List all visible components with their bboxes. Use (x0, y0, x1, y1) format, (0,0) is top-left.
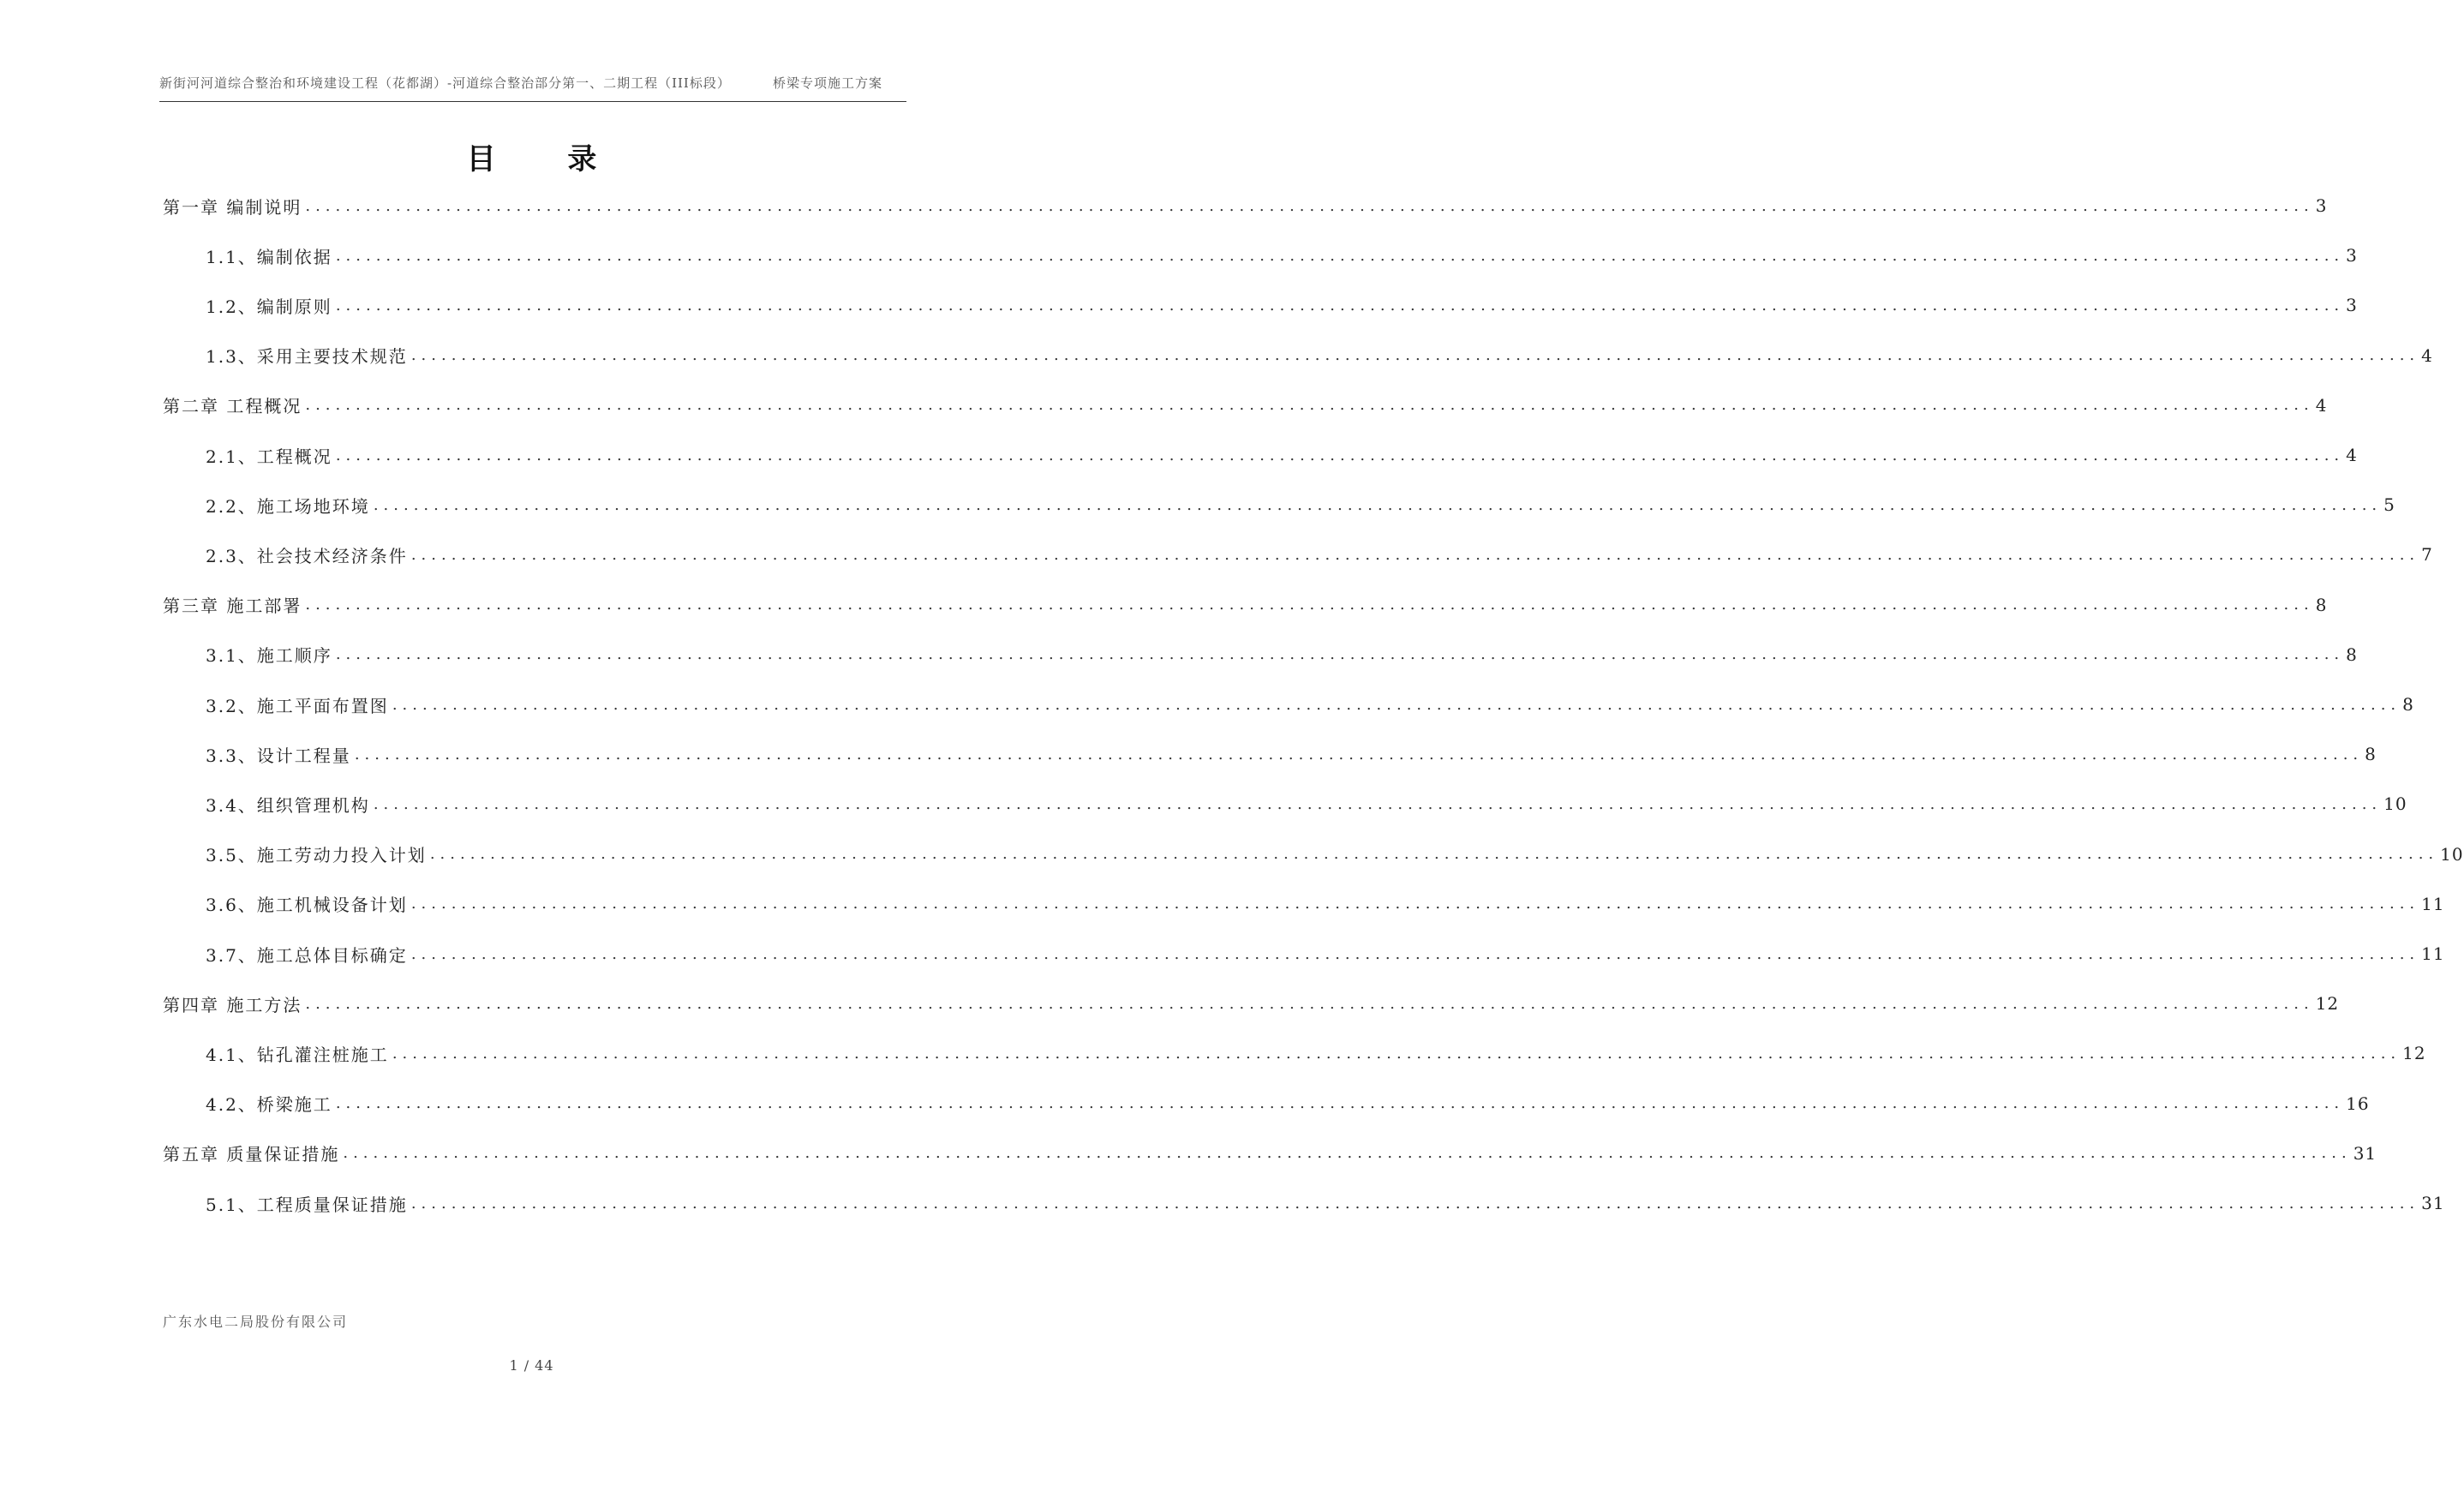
toc-dot-leader: ........................................................................................................................................................................................................ (305, 596, 2314, 614)
toc-entry-label: 1.2、编制原则 (206, 296, 332, 317)
toc-dot-leader: ........................................................................................................................................................................................................ (335, 246, 2345, 265)
toc-section-entry[interactable] (206, 691, 2414, 718)
toc-dot-leader: ........................................................................................................................................................................................................ (305, 196, 2314, 215)
toc-entry-page-number: 8 (2346, 644, 2358, 665)
toc-chapter-entry[interactable] (163, 990, 2340, 1017)
toc-entry-label: 3.4、组织管理机构 (206, 794, 370, 816)
toc-dot-leader: ........................................................................................................................................................................................................ (410, 346, 2420, 365)
toc-dot-leader: ........................................................................................................................................................................................................ (335, 1094, 2345, 1113)
toc-entry-label: 4.1、钻孔灌注桩施工 (206, 1044, 389, 1065)
toc-entry-page-number: 10 (2440, 843, 2464, 865)
toc-entry-page-number: 31 (2421, 1193, 2445, 1213)
toc-dot-leader: ........................................................................................................................................................................................................ (410, 545, 2420, 564)
toc-entry-label: 1.3、采用主要技术规范 (206, 346, 408, 368)
toc-entry-page-number: 4 (2346, 445, 2358, 465)
header-document-title: 桥梁专项施工方案 (772, 75, 882, 91)
toc-entry-page-number: 8 (2402, 694, 2414, 715)
toc-entry-label: 第二章 工程概况 (163, 396, 302, 417)
toc-section-entry[interactable] (206, 890, 2445, 918)
toc-entry-page-number: 11 (2421, 943, 2445, 964)
toc-entry-page-number: 3 (2315, 195, 2328, 216)
toc-section-entry[interactable] (206, 342, 2433, 369)
toc-entry-page-number: 5 (2383, 494, 2395, 516)
toc-chapter-entry[interactable] (163, 192, 2328, 219)
toc-entry-page-number: 31 (2353, 1142, 2377, 1164)
toc-section-entry[interactable] (206, 491, 2395, 518)
toc-dot-leader: ........................................................................................................................................................................................................ (373, 794, 2383, 813)
toc-entry-page-number: 11 (2421, 893, 2445, 914)
toc-dot-leader: ........................................................................................................................................................................................................ (354, 745, 2364, 763)
toc-entry-label: 4.2、桥梁施工 (206, 1094, 332, 1116)
toc-dot-leader: ........................................................................................................................................................................................................ (410, 1194, 2420, 1213)
toc-section-entry[interactable] (206, 441, 2358, 469)
toc-entry-label: 第五章 质量保证措施 (163, 1144, 340, 1165)
toc-entry-label: 2.1、工程概况 (206, 446, 332, 467)
toc-dot-leader: ........................................................................................................................................................................................................ (373, 495, 2383, 514)
toc-section-entry[interactable] (206, 1189, 2445, 1217)
toc-entry-label: 3.6、施工机械设备计划 (206, 895, 408, 916)
page-number: 1 / 44 (509, 1357, 554, 1374)
toc-entry-page-number: 16 (2346, 1093, 2370, 1114)
toc-section-entry[interactable] (206, 940, 2445, 967)
toc-entry-label: 第四章 施工方法 (163, 994, 302, 1015)
toc-entry-page-number: 4 (2421, 344, 2433, 366)
toc-entry-label: 1.1、编制依据 (206, 246, 332, 267)
toc-dot-leader: ........................................................................................................................................................................................................ (335, 645, 2345, 664)
header-project-title: 新街河河道综合整治和环境建设工程（花都湖）-河道综合整治部分第一、二期工程（III标段） (159, 75, 731, 91)
toc-chapter-entry[interactable] (163, 392, 2328, 419)
toc-chapter-entry[interactable] (163, 591, 2328, 619)
toc-section-entry[interactable] (206, 841, 2464, 868)
toc-chapter-entry[interactable] (163, 1140, 2377, 1167)
toc-entry-page-number: 7 (2421, 544, 2433, 566)
toc-section-entry[interactable] (206, 740, 2377, 768)
toc-entry-page-number: 8 (2315, 594, 2328, 615)
toc-dot-leader: ........................................................................................................................................................................................................ (392, 1044, 2401, 1063)
toc-dot-leader: ........................................................................................................................................................................................................ (305, 396, 2314, 415)
toc-entry-label: 3.2、施工平面布置图 (206, 695, 389, 716)
toc-section-entry[interactable] (206, 641, 2358, 668)
toc-entry-page-number: 3 (2346, 295, 2358, 316)
toc-dot-leader: ........................................................................................................................................................................................................ (343, 1144, 2352, 1163)
toc-entry-page-number: 12 (2402, 1043, 2426, 1064)
toc-dot-leader: ........................................................................................................................................................................................................ (335, 296, 2345, 314)
toc-entry-label: 2.2、施工场地环境 (206, 495, 370, 517)
toc-entry-label: 3.1、施工顺序 (206, 645, 332, 667)
toc-entry-page-number: 8 (2365, 744, 2377, 765)
toc-dot-leader: ........................................................................................................................................................................................................ (305, 994, 2314, 1013)
toc-dot-leader: ........................................................................................................................................................................................................ (429, 845, 2439, 864)
toc-entry-label: 3.3、设计工程量 (206, 745, 351, 766)
toc-entry-page-number: 4 (2315, 394, 2328, 416)
toc-entry-page-number: 3 (2346, 245, 2358, 266)
toc-section-entry[interactable] (206, 1090, 2370, 1117)
toc-entry-page-number: 12 (2315, 993, 2340, 1015)
header-divider (159, 101, 906, 102)
toc-section-entry[interactable] (206, 242, 2358, 269)
toc-title: 目 录 (466, 142, 628, 177)
toc-section-entry[interactable] (206, 1039, 2426, 1067)
toc-dot-leader: ........................................................................................................................................................................................................ (335, 446, 2345, 464)
toc-entry-label: 3.5、施工劳动力投入计划 (206, 845, 427, 866)
toc-entry-label: 第一章 编制说明 (163, 196, 302, 218)
toc-entry-label: 第三章 施工部署 (163, 596, 302, 617)
toc-section-entry[interactable] (206, 291, 2358, 319)
toc-entry-page-number: 10 (2383, 793, 2407, 815)
toc-dot-leader: ........................................................................................................................................................................................................ (410, 944, 2420, 963)
toc-entry-label: 2.3、社会技术经济条件 (206, 545, 408, 566)
footer-company: 广东水电二局股份有限公司 (163, 1314, 349, 1330)
toc-section-entry[interactable] (206, 541, 2433, 568)
toc-dot-leader: ........................................................................................................................................................................................................ (392, 695, 2401, 714)
toc-dot-leader: ........................................................................................................................................................................................................ (410, 895, 2420, 913)
toc-section-entry[interactable] (206, 790, 2407, 817)
toc-entry-label: 3.7、施工总体目标确定 (206, 944, 408, 966)
toc-entry-label: 5.1、工程质量保证措施 (206, 1194, 408, 1215)
page-header (159, 74, 906, 94)
